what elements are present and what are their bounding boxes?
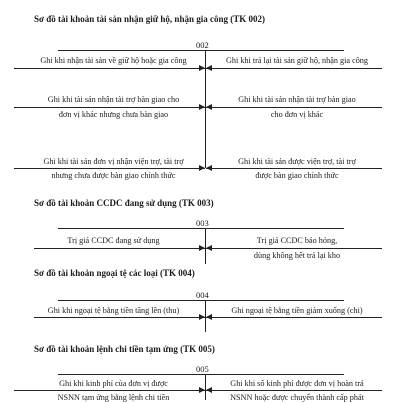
account-code-004: 004 <box>196 290 209 300</box>
entry-debit-text-line2: đơn vị khác nhưng chưa bàn giao <box>58 110 169 119</box>
arrow-left-icon <box>206 65 212 71</box>
entry-debit-text: Ghi khi kinh phí của đơn vị được <box>59 379 168 388</box>
debit-arrow-line <box>14 68 205 69</box>
entry-credit-text: Ghi khi trả lại tài sản giữ hộ, nhận gia công <box>225 56 368 65</box>
entry-debit-text-line2: NSNN tạm ứng bằng lệnh chi tiền <box>57 393 170 402</box>
section-title-tk003: Sơ đồ tài khoản CCDC đang sử dụng (TK 003) <box>34 198 214 208</box>
section-title-tk004: Sơ đồ tài khoản ngoại tệ các loại (TK 004) <box>34 268 195 278</box>
section-title-tk005: Sơ đồ tài khoản lệnh chi tiền tạm ứng (TK 005) <box>34 344 215 354</box>
entry-debit-text: Ghi khi nhận tài sản về giữ hộ hoặc gia công <box>40 56 187 65</box>
entry-credit-text: Trị giá CCDC báo hỏng, <box>256 236 338 245</box>
entry-debit-text-line2: nhưng chưa được bàn giao chính thức <box>51 171 176 180</box>
arrow-right-icon <box>199 314 205 320</box>
entry-credit-text-line2: dùng không hết trả lại kho <box>253 251 341 260</box>
entry-credit-text: Ghi khi tài sản nhận tài trợ bàn giao <box>238 95 356 104</box>
arrow-right-icon <box>199 245 205 251</box>
entry-credit-text-line2: NSNN hoặc được chuyển thành cấp phát <box>230 393 364 402</box>
entry-debit-text: Ghi khi tài sản đơn vị nhận viện trợ, tài trợ <box>43 157 184 166</box>
account-code-003: 003 <box>196 218 209 228</box>
debit-arrow-line <box>34 248 205 249</box>
t-account-top-line <box>58 374 344 375</box>
debit-arrow-line <box>34 317 205 318</box>
credit-arrow-line <box>206 390 382 391</box>
arrow-right-icon <box>199 65 205 71</box>
entry-credit-text: Ghi ngoại tệ bằng tiền giảm xuống (chi) <box>231 306 363 315</box>
entry-debit-text: Ghi khi ngoại tệ bằng tiền tăng lên (thu) <box>47 306 180 315</box>
entry-debit-text: Ghi khi tài sản nhận tài trợ bàn giao cho <box>47 95 180 104</box>
t-account-top-line <box>58 50 344 51</box>
credit-arrow-line <box>206 317 382 318</box>
debit-arrow-line <box>14 390 205 391</box>
entry-credit-text-line2: cho đơn vị khác <box>270 110 324 119</box>
account-code-002: 002 <box>196 40 209 50</box>
section-title-tk002: Sơ đồ tài khoản tài sản nhận giữ hộ, nhận gia công (TK 002) <box>34 14 265 24</box>
credit-arrow-line <box>206 248 382 249</box>
credit-arrow-line <box>206 168 382 169</box>
entry-credit-text: Ghi khi tài sản được viện trợ, tài trợ <box>238 157 356 166</box>
t-account-top-line <box>58 300 344 301</box>
t-account-top-line <box>58 228 344 229</box>
credit-arrow-line <box>206 107 382 108</box>
account-code-005: 005 <box>196 364 209 374</box>
debit-arrow-line <box>14 168 205 169</box>
entry-debit-text: Trị giá CCDC đang sử dụng <box>67 236 160 245</box>
debit-arrow-line <box>14 107 205 108</box>
entry-credit-text: Ghi khi số kinh phí được đơn vị hoàn trả <box>230 379 364 388</box>
arrow-left-icon <box>206 314 212 320</box>
credit-arrow-line <box>206 68 382 69</box>
entry-credit-text-line2: được bàn giao chính thức <box>255 171 339 180</box>
